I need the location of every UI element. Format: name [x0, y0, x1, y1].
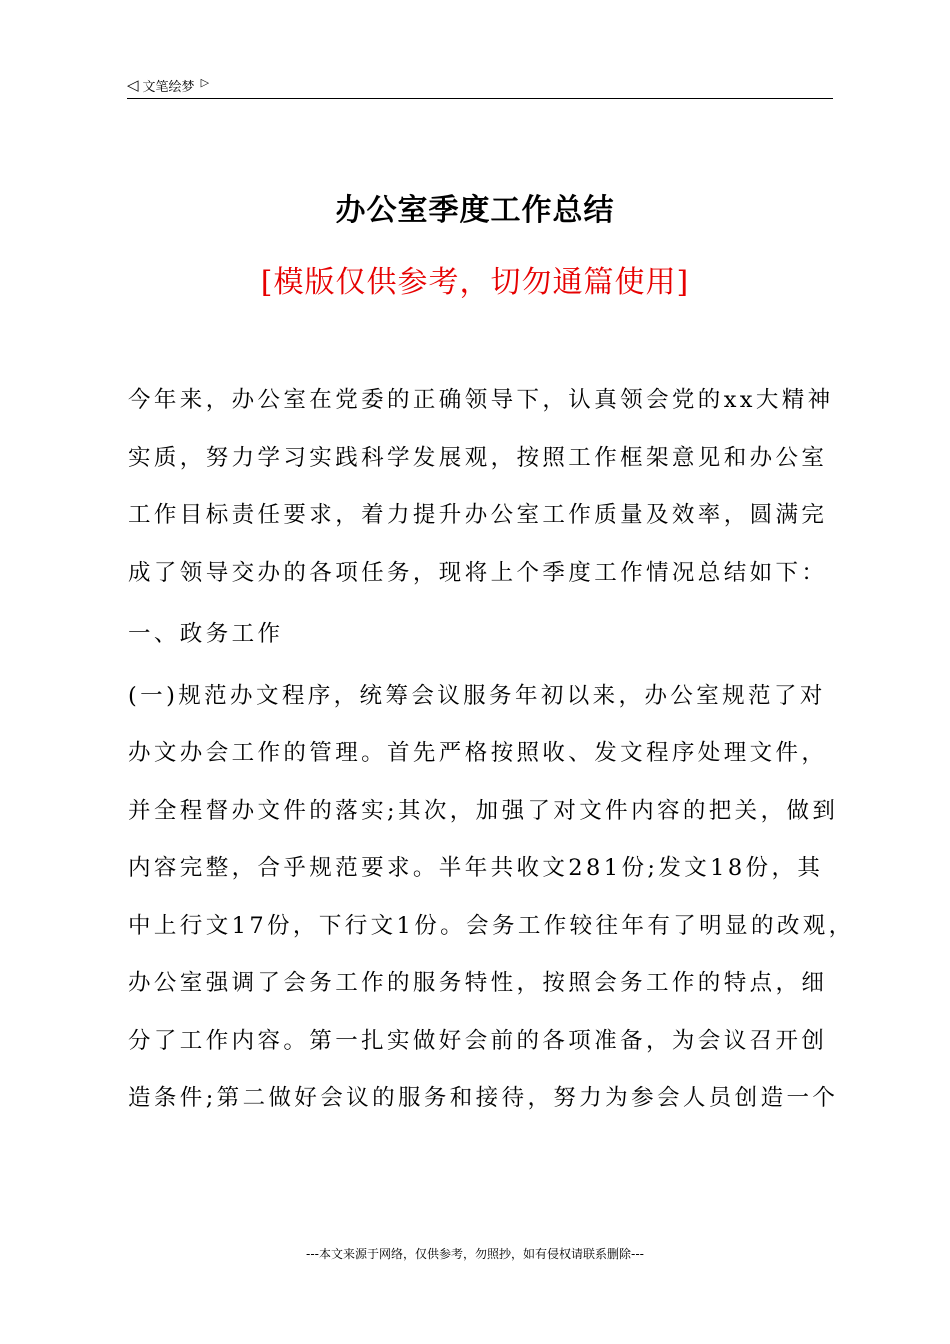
text-line: 造条件;第二做好会议的服务和接待，努力为参会人员创造一个	[128, 1085, 839, 1111]
triangle-left-icon: ◁	[127, 75, 139, 94]
document-body	[128, 372, 855, 1128]
header-brand: 文笔绘梦	[142, 79, 195, 95]
subsection-paragraph	[128, 668, 855, 1128]
page-footer: ---本文来源于网络，仅供参考，勿照抄，如有侵权请联系删除---	[306, 1247, 644, 1261]
document-title: 办公室季度工作总结	[335, 193, 615, 228]
text-line: 办文办会工作的管理。首先严格按照收、发文程序处理文件，	[128, 740, 828, 766]
text-line: 成了领导交办的各项任务，现将上个季度工作情况总结如下：	[128, 559, 828, 586]
text-line: 今年来，办公室在党委的正确领导下，认真领会党的xx大精神	[128, 387, 834, 413]
text-line: 工作目标责任要求，着力提升办公室工作质量及效率，圆满完	[128, 502, 828, 528]
section-heading: 一、政务工作	[128, 621, 284, 647]
triangle-right-icon: ▷	[200, 75, 210, 89]
intro-paragraph	[128, 372, 834, 602]
text-line: 办公室强调了会务工作的服务特性，按照会务工作的特点，细	[128, 970, 828, 996]
text-line: (一)规范办文程序，统筹会议服务年初以来，办公室规范了对	[128, 682, 826, 709]
text-line: 分了工作内容。第一扎实做好会前的各项准备，为会议召开创	[128, 1027, 828, 1054]
page-header	[127, 72, 833, 99]
text-line: 中上行文17份，下行文1份。会务工作较往年有了明显的改观，	[128, 912, 855, 939]
text-line: 实质，努力学习实践科学发展观，按照工作框架意见和办公室	[128, 444, 828, 471]
text-line: 并全程督办文件的落实;其次，加强了对文件内容的把关，做到	[128, 797, 839, 824]
document-subtitle: [模版仅供参考，切勿通篇使用]	[260, 265, 690, 300]
text-line: 内容完整，合乎规范要求。半年共收文281份;发文18份，其	[128, 855, 824, 881]
